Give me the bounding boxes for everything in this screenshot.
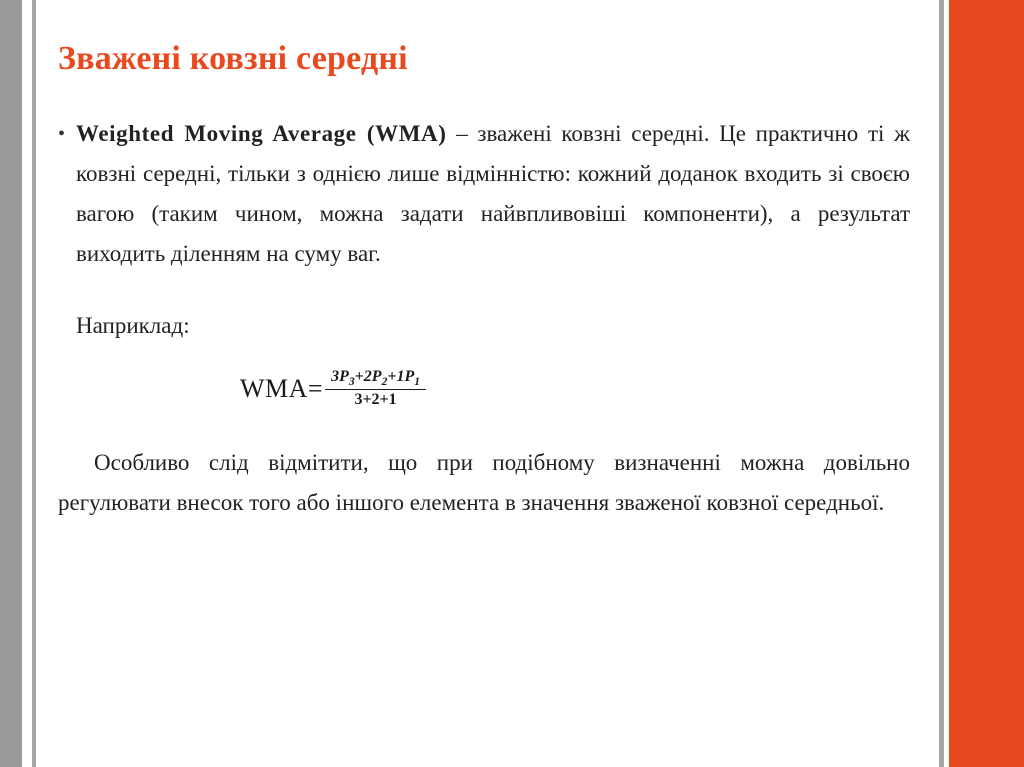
formula-denominator: 3+2+1 — [325, 389, 426, 409]
page-title: Зважені ковзні середні — [58, 40, 408, 77]
left-thin-gray-bar — [32, 0, 36, 767]
left-gray-decoration-bar — [0, 0, 22, 767]
final-paragraph: Особливо слід відмітити, що при подібному визначенні можна довільно регулювати внесок того або іншого елемента в значення зваженої ковзної середньої. — [58, 450, 910, 516]
formula-numerator: $3P_3+2P_2+1P_1$ — [331, 368, 420, 389]
slide-content — [58, 0, 918, 767]
wma-formula — [240, 368, 918, 409]
right-gray-decoration-bar — [939, 0, 944, 767]
bullet-paragraph — [76, 114, 910, 274]
example-label: Наприклад: — [76, 313, 190, 338]
bullet-term-english: Weighted Moving Average (WMA) — [76, 121, 447, 146]
bullet-definition: зважені ковзні середні. Це практично ті ж ковзні середні, тільки з однією лише відмінністю: кожний доданок входить зі своєю вагою (таким чином, можна задати найвпливовіші компоненти), а результат виходить діленням на суму ваг. — [76, 121, 911, 266]
bullet-dash: – — [446, 121, 478, 146]
formula-label: WMA= — [240, 373, 324, 403]
right-orange-decoration-bar — [949, 0, 1024, 767]
bullet-item — [58, 114, 918, 274]
formula-fraction — [325, 368, 426, 409]
left-white-gap — [22, 0, 32, 767]
bullet-marker-icon: • — [58, 123, 66, 145]
